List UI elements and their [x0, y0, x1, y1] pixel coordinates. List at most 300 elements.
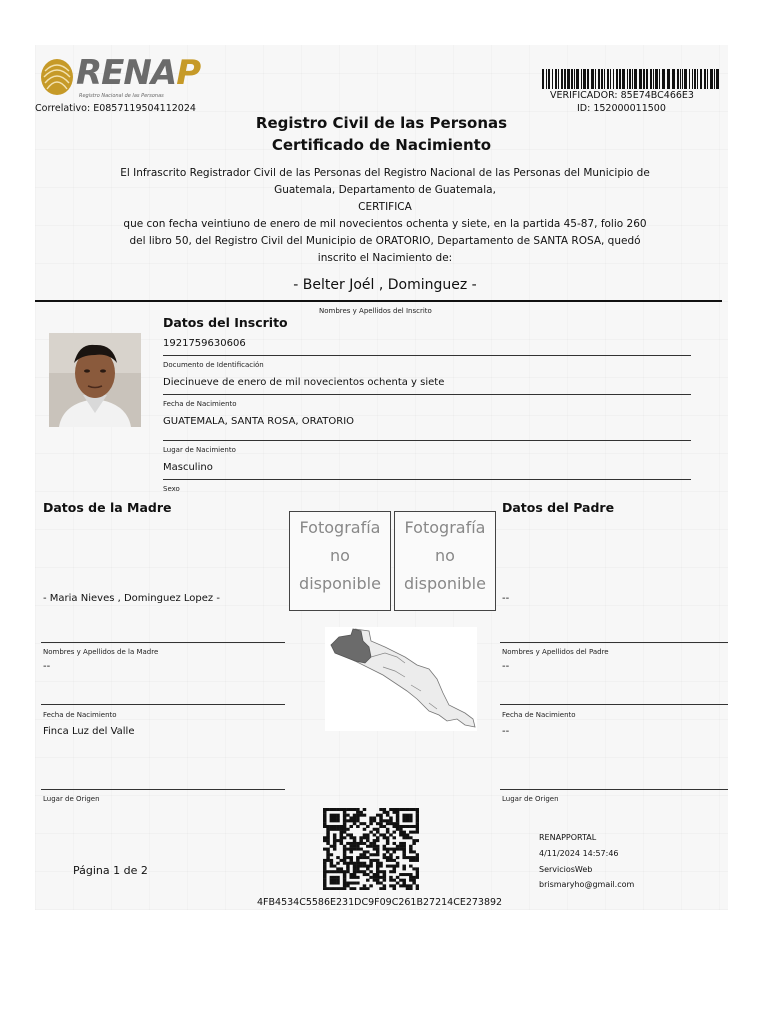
qr-module [323, 822, 327, 825]
barcode-bar [680, 69, 681, 89]
qr-module [399, 842, 403, 845]
barcode-bar [714, 69, 715, 89]
qr-module [409, 879, 413, 882]
qr-module [406, 887, 410, 890]
qr-module [346, 865, 350, 868]
qr-module [383, 836, 387, 839]
qr-module [393, 884, 397, 887]
qr-module [363, 850, 367, 853]
qr-module [383, 879, 387, 882]
qr-module [402, 831, 406, 834]
qr-module [363, 814, 367, 817]
central-america-map [325, 627, 477, 731]
padre-origin-value: -- [502, 726, 510, 737]
qr-module [373, 828, 377, 831]
renap-logo [39, 53, 209, 103]
qr-module [386, 836, 390, 839]
qr-module [356, 859, 360, 862]
qr-module [409, 873, 413, 876]
qr-module [389, 859, 393, 862]
madre-birth-date-value: -- [43, 661, 51, 672]
qr-module [369, 862, 373, 865]
qr-module [399, 879, 403, 882]
qr-module [356, 876, 360, 879]
qr-module [383, 870, 387, 873]
qr-module [402, 884, 406, 887]
qr-module [383, 887, 387, 890]
certificate-page [35, 45, 728, 910]
qr-module [393, 808, 397, 811]
qr-module [323, 808, 327, 811]
qr-module [326, 887, 330, 890]
qr-module [356, 882, 360, 885]
madre-heading: Datos de la Madre [43, 500, 172, 515]
qr-module [406, 884, 410, 887]
qr-module [340, 867, 344, 870]
qr-module [333, 839, 337, 842]
qr-module [353, 816, 357, 819]
title-certificado: Certificado de Nacimiento [271, 136, 492, 154]
qr-module [373, 873, 377, 876]
cert-line: CERTIFICA [358, 201, 412, 213]
qr-module [330, 882, 334, 885]
qr-module [383, 876, 387, 879]
qr-module [389, 822, 393, 825]
qr-module [336, 808, 340, 811]
qr-module [363, 865, 367, 868]
barcode-bar [558, 69, 559, 89]
divider [41, 642, 285, 643]
barcode [542, 69, 720, 89]
qr-module [393, 842, 397, 845]
qr-module [376, 814, 380, 817]
barcode-bar [613, 69, 614, 89]
qr-module [383, 811, 387, 814]
qr-module [409, 884, 413, 887]
qr-module [383, 845, 387, 848]
sex-value: Masculino [163, 462, 213, 473]
barcode-bar [697, 69, 698, 89]
qr-module [340, 859, 344, 862]
qr-module [366, 845, 370, 848]
qr-module [353, 862, 357, 865]
qr-module [330, 865, 334, 868]
qr-module [402, 873, 406, 876]
qr-module [336, 876, 340, 879]
qr-module [343, 845, 347, 848]
qr-module [416, 887, 419, 890]
barcode-bar [607, 69, 609, 89]
qr-module [373, 819, 377, 822]
qr-module [363, 828, 367, 831]
qr-module [363, 833, 367, 836]
qr-module [326, 870, 330, 873]
qr-module [373, 859, 377, 862]
qr-module [389, 865, 393, 868]
qr-module [409, 876, 413, 879]
qr-module [386, 848, 390, 851]
qr-module [416, 819, 419, 822]
qr-module [346, 848, 350, 851]
qr-module [333, 828, 337, 831]
qr-module [340, 870, 344, 873]
qr-module [343, 836, 347, 839]
qr-module [356, 845, 360, 848]
qr-module [346, 828, 350, 831]
qr-module [376, 839, 380, 842]
qr-module [409, 819, 413, 822]
qr-module [363, 822, 367, 825]
verificador: VERIFICADOR: 85E74BC466E3 [550, 90, 694, 101]
qr-module [323, 887, 327, 890]
qr-module [346, 833, 350, 836]
qr-module [379, 876, 383, 879]
qr-module [369, 816, 373, 819]
sex-label: Sexo [163, 485, 180, 493]
qr-module [343, 853, 347, 856]
qr-module [330, 887, 334, 890]
qr-module [396, 819, 400, 822]
qr-module [386, 842, 390, 845]
qr-module [402, 882, 406, 885]
barcode-bar [587, 69, 589, 89]
qr-module [373, 876, 377, 879]
qr-module [356, 825, 360, 828]
qr-module [406, 825, 410, 828]
qr-module [333, 816, 337, 819]
qr-module [340, 825, 344, 828]
qr-module [349, 882, 353, 885]
qr-module [330, 853, 334, 856]
qr-module [416, 867, 419, 870]
qr-module [340, 828, 344, 831]
qr-module [376, 848, 380, 851]
qr-module [359, 887, 363, 890]
qr-module [416, 816, 419, 819]
qr-module [369, 819, 373, 822]
document-value: 1921759630606 [163, 338, 246, 349]
qr-module [330, 825, 334, 828]
qr-module [416, 831, 419, 834]
qr-module [379, 882, 383, 885]
qr-module [402, 833, 406, 836]
qr-module [399, 884, 403, 887]
qr-module [416, 873, 419, 876]
qr-module [349, 859, 353, 862]
barcode-bar [677, 69, 679, 89]
qr-module [389, 808, 393, 811]
qr-module [359, 839, 363, 842]
qr-module [416, 814, 419, 817]
qr-module [323, 814, 327, 817]
qr-module [406, 808, 410, 811]
qr-module [402, 825, 406, 828]
qr-module [376, 867, 380, 870]
qr-module [402, 808, 406, 811]
document-label: Documento de Identificación [163, 361, 264, 369]
qr-module [326, 836, 330, 839]
qr-module [376, 853, 380, 856]
qr-module [396, 856, 400, 859]
divider [500, 642, 728, 643]
birth-date-value: Diecinueve de enero de mil novecientos ochenta y siete [163, 377, 445, 388]
qr-module [336, 839, 340, 842]
qr-module [330, 828, 334, 831]
qr-module [402, 842, 406, 845]
qr-module [343, 822, 347, 825]
document-hash: 4FB4534C5586E231DC9F09C261B27214CE273892 [257, 897, 503, 908]
qr-module [353, 873, 357, 876]
qr-module [416, 808, 419, 811]
qr-module [356, 842, 360, 845]
record-id: ID: 152000011500 [577, 103, 666, 114]
qr-module [389, 870, 393, 873]
qr-module [330, 870, 334, 873]
barcode-bar [643, 69, 645, 89]
qr-module [386, 856, 390, 859]
padre-birth-date-value: -- [502, 661, 510, 672]
qr-module [412, 867, 416, 870]
qr-module [373, 848, 377, 851]
qr-module [336, 879, 340, 882]
qr-module [416, 828, 419, 831]
qr-module [412, 859, 416, 862]
qr-module [409, 856, 413, 859]
qr-module [389, 853, 393, 856]
qr-module [323, 873, 327, 876]
divider [163, 394, 691, 395]
qr-module [386, 828, 390, 831]
divider [41, 789, 285, 790]
qr-module [363, 862, 367, 865]
qr-module [402, 814, 406, 817]
qr-module [326, 839, 330, 842]
qr-module [386, 865, 390, 868]
qr-module [326, 828, 330, 831]
qr-module [409, 831, 413, 834]
barcode-bar [583, 69, 586, 89]
divider [41, 704, 285, 705]
qr-module [369, 870, 373, 873]
title-registro: Registro Civil de las Personas [255, 114, 508, 132]
qr-module [389, 876, 393, 879]
barcode-bar [548, 69, 550, 89]
qr-module [369, 822, 373, 825]
qr-module [346, 867, 350, 870]
qr-module [343, 887, 347, 890]
qr-module [393, 867, 397, 870]
qr-module [409, 850, 413, 853]
qr-module [383, 853, 387, 856]
barcode-bar [639, 69, 642, 89]
qr-module [379, 825, 383, 828]
qr-module [402, 819, 406, 822]
qr-module [349, 876, 353, 879]
qr-module [349, 873, 353, 876]
barcode-bar [667, 69, 670, 89]
qr-module [416, 876, 419, 879]
padre-heading: Datos del Padre [502, 500, 615, 515]
qr-module [396, 845, 400, 848]
barcode-bar [716, 69, 719, 89]
qr-module [406, 833, 410, 836]
qr-module [353, 865, 357, 868]
person-photo [49, 333, 141, 427]
qr-module [326, 833, 330, 836]
qr-module [412, 839, 416, 842]
qr-module [402, 848, 406, 851]
qr-module [330, 862, 334, 865]
qr-module [333, 842, 337, 845]
qr-module [393, 870, 397, 873]
qr-module [386, 850, 390, 853]
qr-code [323, 808, 419, 890]
qr-module [399, 845, 403, 848]
qr-module [323, 848, 327, 851]
qr-module [323, 836, 327, 839]
qr-module [406, 816, 410, 819]
qr-module [323, 867, 327, 870]
qr-module [336, 816, 340, 819]
qr-module [383, 884, 387, 887]
qr-module [376, 845, 380, 848]
cert-line: El Infrascrito Registrador Civil de las Personas del Registro Nacional de las Personas del Municipio de [120, 167, 650, 179]
qr-module [396, 808, 400, 811]
qr-module [369, 865, 373, 868]
qr-module [383, 825, 387, 828]
qr-module [416, 870, 419, 873]
qr-module [369, 884, 373, 887]
qr-module [379, 833, 383, 836]
barcode-bar [604, 69, 605, 89]
qr-module [353, 842, 357, 845]
qr-module [326, 831, 330, 834]
qr-module [363, 853, 367, 856]
qr-module [412, 808, 416, 811]
qr-module [409, 825, 413, 828]
qr-module [389, 856, 393, 859]
qr-module [402, 865, 406, 868]
qr-module [359, 853, 363, 856]
qr-module [409, 836, 413, 839]
qr-module [376, 859, 380, 862]
inscrito-name-label: Nombres y Apellidos del Inscrito [319, 307, 432, 315]
qr-module [383, 833, 387, 836]
qr-module [343, 848, 347, 851]
barcode-bar [627, 69, 628, 89]
qr-module [376, 870, 380, 873]
qr-module [366, 839, 370, 842]
qr-module [323, 879, 327, 882]
qr-module [349, 842, 353, 845]
logo-tagline: Registro Nacional de las Personas [79, 93, 164, 99]
qr-module [326, 848, 330, 851]
barcode-bar [552, 69, 553, 89]
barcode-bar [571, 69, 573, 89]
qr-module [359, 862, 363, 865]
qr-module [366, 825, 370, 828]
qr-module [409, 887, 413, 890]
qr-module [333, 833, 337, 836]
qr-module [353, 887, 357, 890]
qr-module [330, 876, 334, 879]
qr-module [343, 825, 347, 828]
birth-date-label: Fecha de Nacimiento [163, 400, 237, 408]
qr-module [409, 808, 413, 811]
qr-module [323, 876, 327, 879]
qr-module [412, 879, 416, 882]
barcode-bar [581, 69, 582, 89]
qr-module [409, 859, 413, 862]
padre-origin-label: Lugar de Origen [502, 795, 559, 803]
madre-origin-value: Finca Luz del Valle [43, 726, 135, 737]
qr-module [346, 862, 350, 865]
barcode-bar [595, 69, 596, 89]
qr-module [353, 836, 357, 839]
qr-module [369, 859, 373, 862]
qr-module [333, 887, 337, 890]
qr-module [379, 814, 383, 817]
barcode-bar [653, 69, 654, 89]
qr-module [386, 811, 390, 814]
qr-module [323, 839, 327, 842]
qr-module [409, 814, 413, 817]
qr-module [376, 865, 380, 868]
qr-module [330, 859, 334, 862]
barcode-bar [684, 69, 687, 89]
qr-module [399, 828, 403, 831]
barcode-bar [574, 69, 575, 89]
qr-module [389, 879, 393, 882]
barcode-bar [662, 69, 665, 89]
qr-module [393, 831, 397, 834]
qr-module [340, 808, 344, 811]
qr-module [399, 825, 403, 828]
qr-module [346, 842, 350, 845]
placeholder-text: Fotografía [404, 518, 486, 537]
qr-module [333, 808, 337, 811]
barcode-bar [710, 69, 713, 89]
birth-place-value: GUATEMALA, SANTA ROSA, ORATORIO [163, 416, 355, 427]
qr-module [409, 816, 413, 819]
qr-module [343, 850, 347, 853]
issue-datetime: 4/11/2024 14:57:46 [539, 849, 619, 858]
qr-module [373, 879, 377, 882]
qr-module [340, 836, 344, 839]
qr-module [356, 814, 360, 817]
barcode-bar [704, 69, 706, 89]
qr-module [363, 836, 367, 839]
qr-module [343, 831, 347, 834]
qr-module [379, 865, 383, 868]
qr-module [366, 856, 370, 859]
qr-module [333, 876, 337, 879]
qr-module [356, 862, 360, 865]
qr-module [393, 887, 397, 890]
qr-module [340, 833, 344, 836]
page-number: Página 1 de 2 [73, 864, 148, 877]
qr-module [326, 856, 330, 859]
barcode-bar [542, 69, 544, 89]
qr-module [409, 848, 413, 851]
qr-module [399, 808, 403, 811]
barcode-bar [567, 69, 570, 89]
qr-module [326, 853, 330, 856]
qr-module [383, 848, 387, 851]
qr-module [333, 836, 337, 839]
padre-photo-placeholder [394, 511, 496, 611]
divider [163, 479, 691, 480]
